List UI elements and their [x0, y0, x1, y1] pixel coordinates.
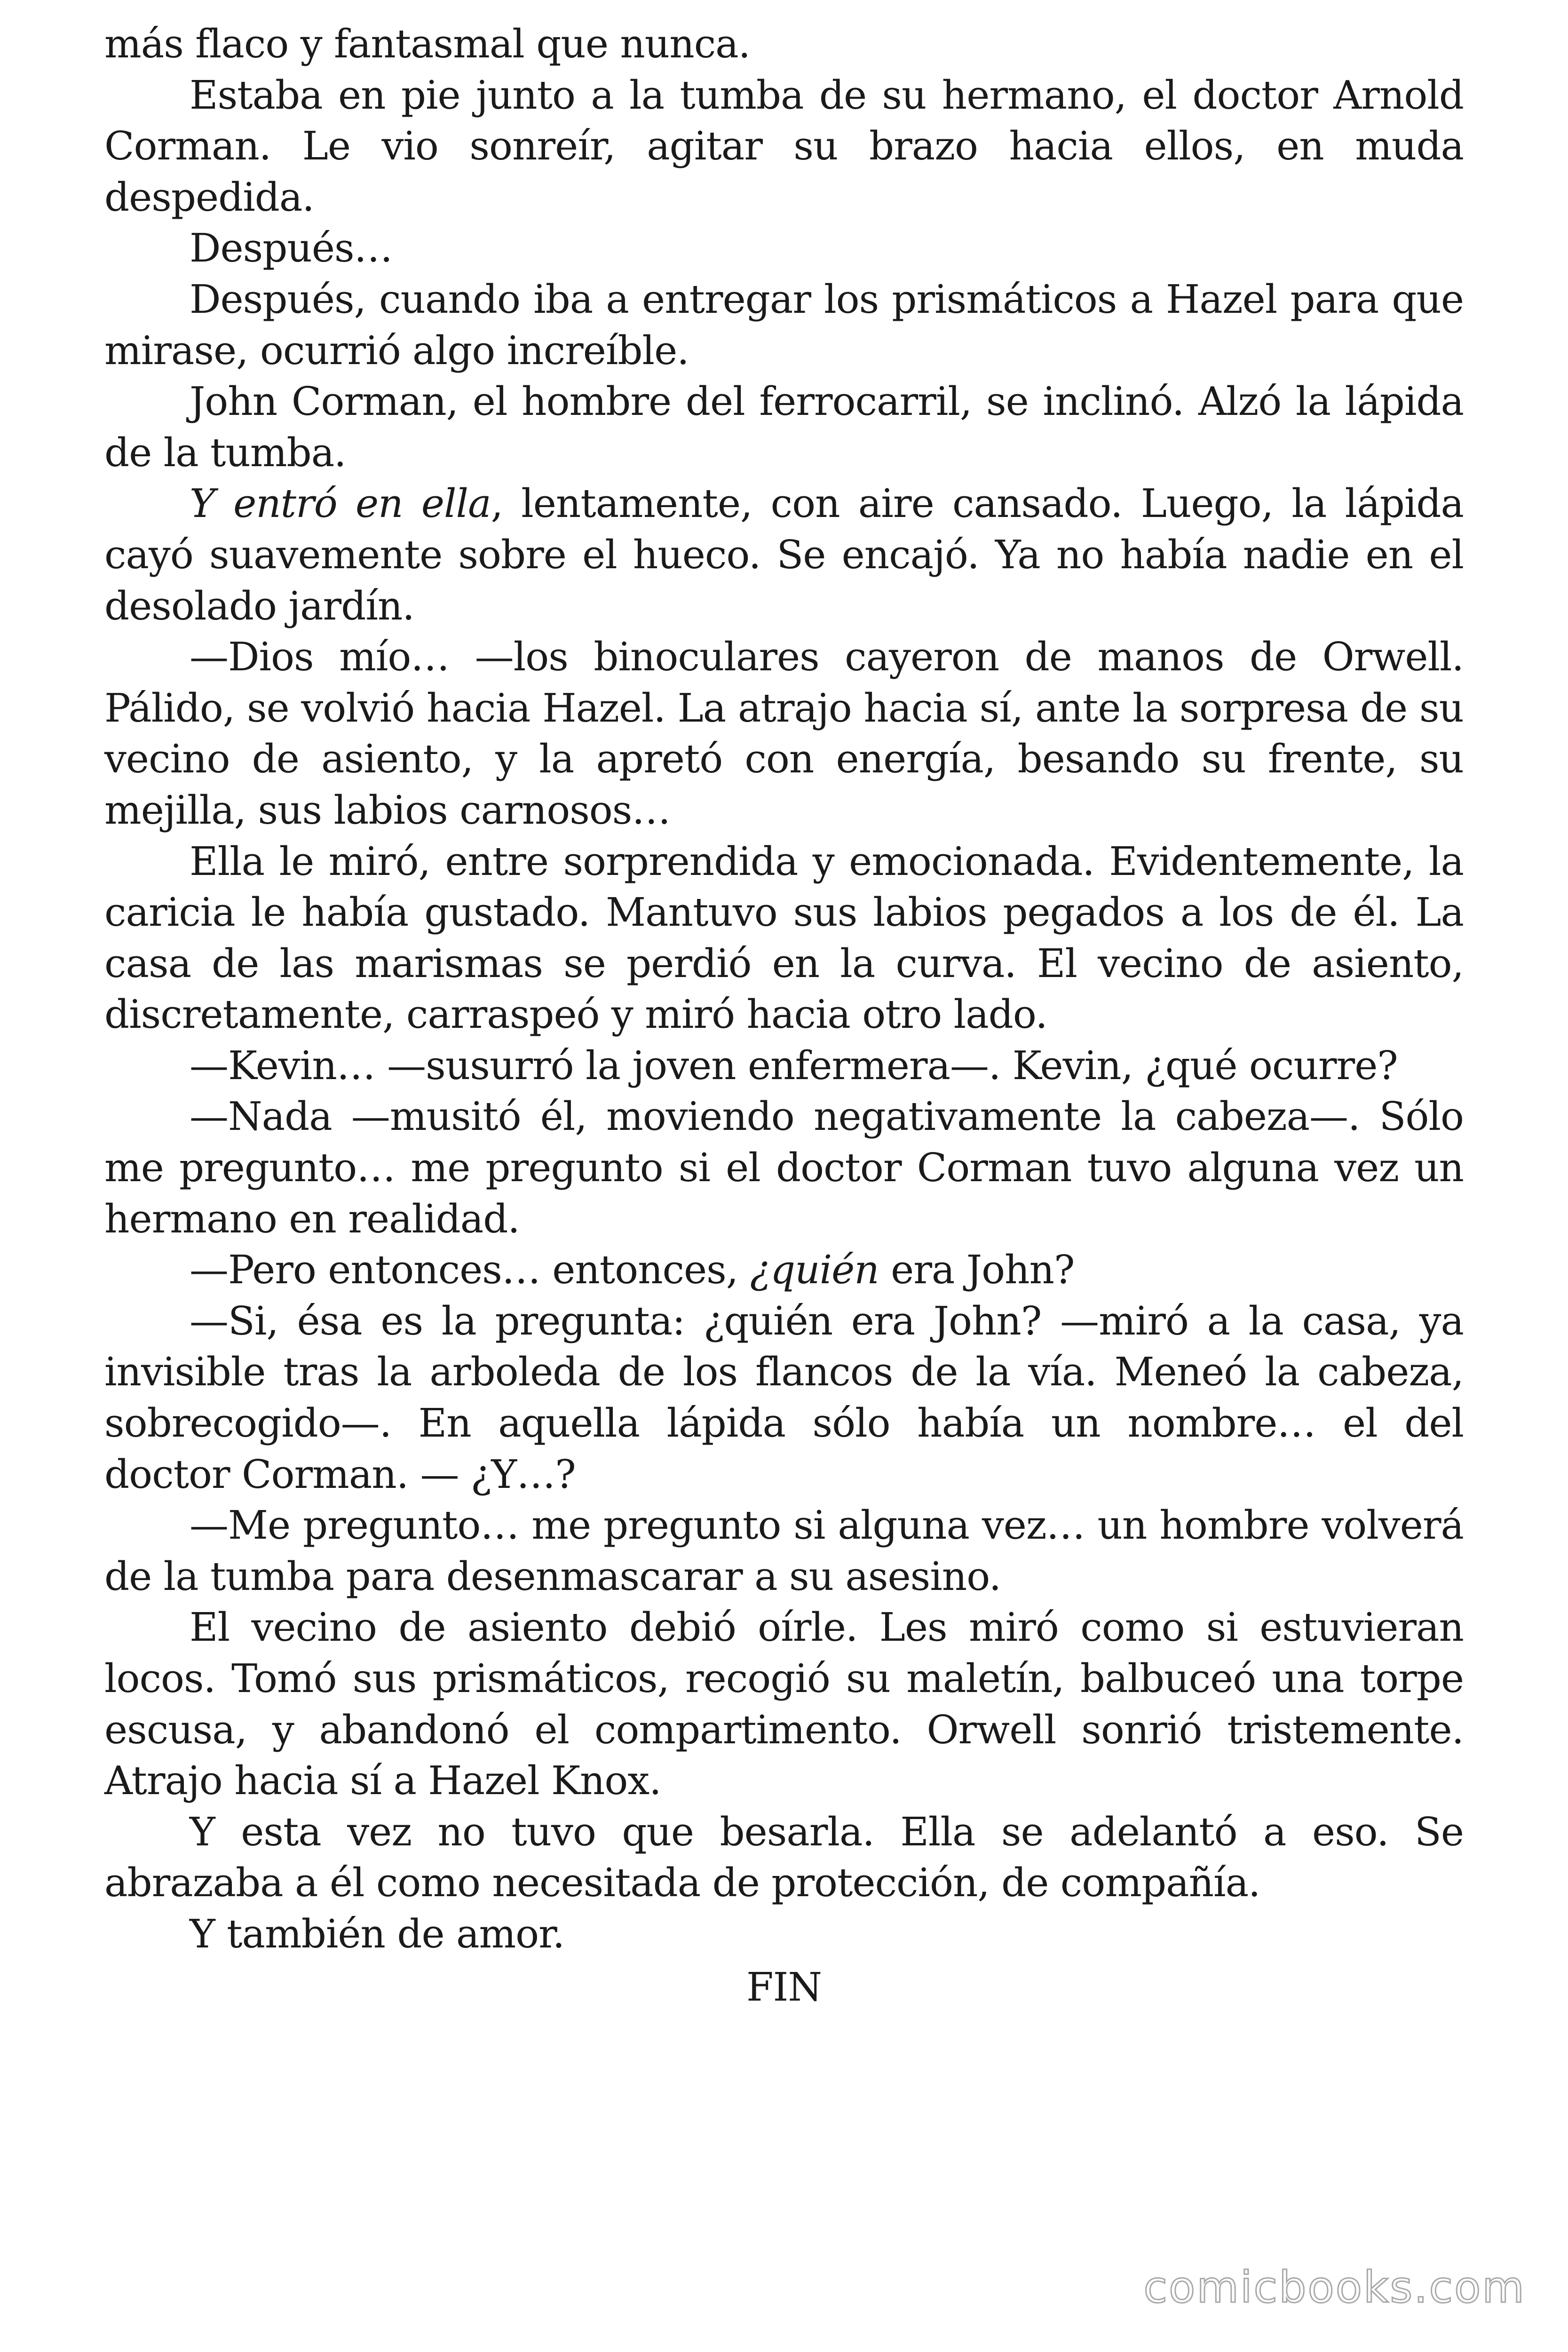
- text-segment: Estaba en pie junto a la tumba de su hermano, el doctor Arnold Corman. Le vio sonreír, agitar su brazo hacia ellos, en muda despedida.: [104, 72, 1464, 220]
- ending-mark: FIN: [746, 1964, 822, 2010]
- paragraph-list: [104, 19, 1464, 1960]
- text-segment: John Corman, el hombre del ferrocarril, se inclinó. Alzó la lápida de la tumba.: [104, 379, 1464, 476]
- text-segment: —Si, ésa es la pregunta: ¿quién era John? —miró a la casa, ya invisible tras la arboleda de los flancos de la vía. Meneó la cabeza, sobrecogido—. En aquella lápida sólo había un nombre… el del doctor Corman. — ¿Y…?: [104, 1298, 1464, 1497]
- text-segment: Y también de amor.: [190, 1911, 565, 1957]
- paragraph: [104, 1091, 1464, 1245]
- paragraph: [104, 478, 1464, 632]
- text-segment: Y esta vez no tuvo que besarla. Ella se adelantó a eso. Se abrazaba a él como necesitada de protección, de compañía.: [104, 1809, 1464, 1906]
- paragraph: [104, 1245, 1464, 1296]
- text-segment: más flaco y fantasmal que nunca.: [104, 21, 751, 67]
- text-segment: Ella le miró, entre sorprendida y emocionada. Evidentemente, la caricia le había gustado. Mantuvo sus labios pegados a los de él. La casa de las marismas se perdió en la curva. El vecino de asiento, discretamente, carraspeó y miró hacia otro lado.: [104, 838, 1464, 1038]
- paragraph: [104, 223, 1464, 274]
- text-segment: —Me pregunto… me pregunto si alguna vez… un hombre volverá de la tumba para desenmascarar a su asesino.: [104, 1502, 1464, 1599]
- paragraph: [104, 70, 1464, 223]
- italic-text: Y entró en ella: [190, 481, 491, 527]
- text-segment: —Pero entonces… entonces,: [190, 1247, 750, 1293]
- italic-text: ¿quién: [750, 1247, 879, 1293]
- text-segment: era John?: [879, 1247, 1075, 1293]
- text-segment: , lentamente, con aire cansado. Luego, la lápida cayó suavemente sobre el hueco. Se encajó. Ya no había nadie en el desolado jardín.: [104, 481, 1464, 629]
- text-segment: Después…: [190, 225, 393, 271]
- text-segment: El vecino de asiento debió oírle. Les miró como si estuvieran locos. Tomó sus prismáticos, recogió su maletín, balbuceó una torpe escusa, y abandonó el compartimento. Orwell sonrió tristemente. Atrajo hacia sí a Hazel Knox.: [104, 1605, 1464, 1804]
- book-page-text: [104, 19, 1464, 2013]
- text-segment: —Nada —musitó él, moviendo negativamente la cabeza—. Sólo me pregunto… me pregunto si el doctor Corman tuvo alguna vez un hermano en realidad.: [104, 1094, 1464, 1242]
- paragraph: [104, 1602, 1464, 1806]
- text-segment: Después, cuando iba a entregar los prismáticos a Hazel para que mirase, ocurrió algo increíble.: [104, 276, 1464, 373]
- text-segment: —Dios mío… —los binoculares cayeron de manos de Orwell. Pálido, se volvió hacia Hazel. La atrajo hacia sí, ante la sorpresa de su vecino de asiento, y la apretó con energía, besando su frente, su mejilla, sus labios carnosos…: [104, 634, 1464, 833]
- text-segment: —Kevin… —susurró la joven enfermera—. Kevin, ¿qué ocurre?: [190, 1042, 1398, 1089]
- paragraph: [104, 632, 1464, 836]
- paragraph: [104, 19, 1464, 70]
- paragraph: [104, 836, 1464, 1041]
- paragraph: [104, 274, 1464, 376]
- paragraph: [104, 376, 1464, 478]
- paragraph: [104, 1296, 1464, 1500]
- paragraph: [104, 1041, 1464, 1092]
- watermark: comicbooks.com: [1143, 2262, 1526, 2312]
- paragraph: [104, 1500, 1464, 1602]
- paragraph: [104, 1909, 1464, 1960]
- paragraph: [104, 1807, 1464, 1909]
